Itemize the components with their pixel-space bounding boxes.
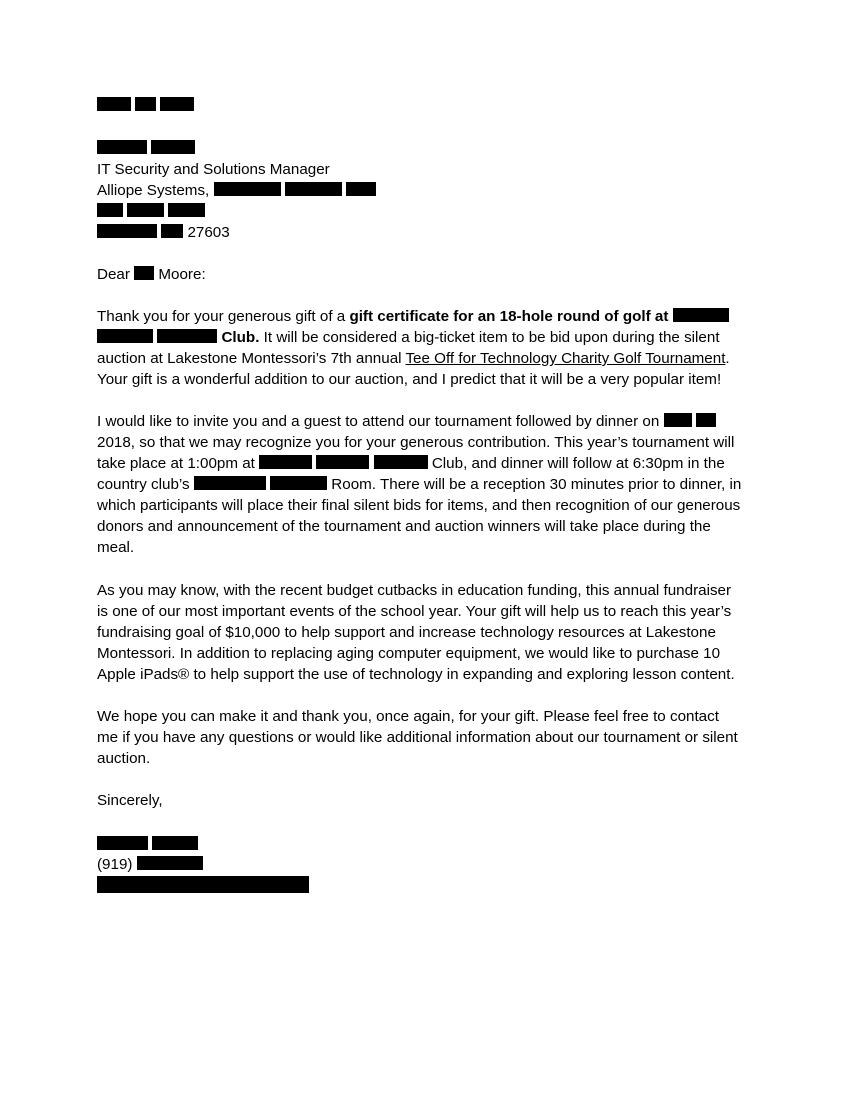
text: meal. <box>97 539 135 556</box>
text: Apple iPads® to help support the use of technology in expanding and exploring lesson content. <box>97 666 735 683</box>
redaction <box>97 203 123 217</box>
redaction <box>168 203 205 217</box>
redaction <box>97 329 153 343</box>
redaction <box>214 182 281 196</box>
text: Thank you for your generous gift of a <box>97 308 350 325</box>
text: country club’s <box>97 476 190 493</box>
text: Club, and dinner will follow at 6:30pm in the <box>431 455 725 472</box>
signer-email <box>97 876 309 898</box>
redaction <box>664 413 692 427</box>
text: As you may know, with the recent budget cutbacks in education funding, this annual fundraiser <box>97 582 732 599</box>
recipient-street <box>97 201 205 222</box>
text: me if you have any questions or would like additional information about our tournament or silent <box>97 729 738 746</box>
redaction <box>127 203 164 217</box>
redaction <box>151 140 195 154</box>
redaction <box>97 876 309 893</box>
signer-name <box>97 834 198 855</box>
redaction <box>316 455 369 469</box>
recipient-company: Alliope Systems, <box>97 182 210 199</box>
text: is one of our most important events of the school year. Your gift will help us to reach this year’s <box>97 603 732 620</box>
redaction <box>346 182 376 196</box>
recipient-title: IT Security and Solutions Manager <box>97 161 330 178</box>
text: I would like to invite you and a guest to attend our tournament followed by dinner on <box>97 413 660 430</box>
redaction <box>285 182 342 196</box>
salutation-dear: Dear <box>97 266 130 283</box>
text: fundraising goal of $10,000 to help support and increase technology resources at Lakestone <box>97 624 716 641</box>
redaction <box>135 97 156 111</box>
paragraph-invitation <box>97 411 757 558</box>
paragraph-thank-you <box>97 306 757 390</box>
phone-prefix: (919) <box>97 856 133 873</box>
salutation <box>97 264 206 285</box>
redaction <box>374 455 428 469</box>
closing: Sincerely, <box>97 792 163 809</box>
redaction <box>152 836 198 850</box>
redaction <box>270 476 327 490</box>
date-line <box>97 95 194 116</box>
redaction <box>97 224 157 238</box>
paragraph-closing <box>97 706 757 769</box>
redaction <box>137 856 203 870</box>
salutation-name: Moore: <box>158 266 206 283</box>
text: Room. There will be a reception 30 minutes prior to dinner, in <box>331 476 742 493</box>
recipient-city-line <box>97 222 230 243</box>
recipient-name <box>97 138 195 159</box>
signer-phone <box>97 854 203 875</box>
text: auction. <box>97 750 151 767</box>
redaction <box>134 266 154 280</box>
text: donors and announcement of the tournament and auction winners will take place during the <box>97 518 711 535</box>
redaction <box>161 224 183 238</box>
text: Montessori. In addition to replacing aging computer equipment, we would like to purchase 10 <box>97 645 721 662</box>
redaction <box>673 308 729 322</box>
text: It will be considered a big-ticket item to be bid upon during the silent <box>259 329 720 346</box>
text: Your gift is a wonderful addition to our auction, and I predict that it will be a very popular item! <box>97 371 722 388</box>
redaction <box>259 455 312 469</box>
redaction <box>160 97 194 111</box>
gift-description: gift certificate for an 18-hole round of golf at <box>349 308 669 325</box>
text: 2018, so that we may recognize you for your generous contribution. This year’s tournament will <box>97 434 735 451</box>
redaction <box>97 97 131 111</box>
paragraph-fundraiser <box>97 580 757 685</box>
text: take place at 1:00pm at <box>97 455 255 472</box>
redaction <box>97 140 147 154</box>
text: which participants will place their final silent bids for items, and then recognition of our generous <box>97 497 741 514</box>
recipient-company-line <box>97 180 376 201</box>
club-label: Club. <box>221 329 260 346</box>
redaction <box>194 476 266 490</box>
recipient-zip: 27603 <box>187 224 230 241</box>
text: . <box>725 350 730 367</box>
tournament-link[interactable]: Tee Off for Technology Charity Golf Tournament <box>405 350 726 367</box>
redaction <box>696 413 716 427</box>
text: auction at Lakestone Montessori’s 7th annual <box>97 350 406 367</box>
text: We hope you can make it and thank you, once again, for your gift. Please feel free to contact <box>97 708 719 725</box>
redaction <box>157 329 217 343</box>
redaction <box>97 836 148 850</box>
